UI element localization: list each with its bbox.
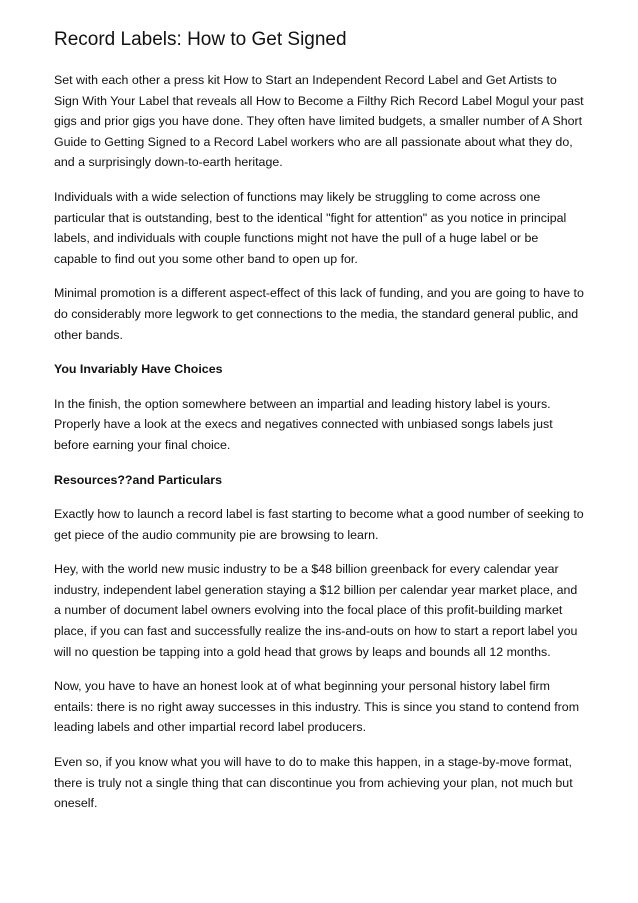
section-heading-choices: You Invariably Have Choices (54, 362, 223, 377)
paragraph-honest-look: Now, you have to have an honest look at of what beginning your personal history label firm entails: there is no right away successes in this industry. This is since you stand to contend from leading labels and other impartial record label producers. (54, 679, 580, 735)
document-page (54, 28, 584, 828)
paragraph-even-so: Even so, if you know what you will have to do to make this happen, in a stage-by-move format, there is truly not a single thing that can discontinue you from achieving your plan, not much but oneself. (54, 755, 573, 811)
section-heading-resources: Resources??and Particulars (54, 472, 223, 487)
paragraph-launch: Exactly how to launch a record label is fast starting to become what a good number of seeking to get piece of the audio community pie are browsing to learn. (54, 507, 584, 542)
paragraph-promotion: Minimal promotion is a different aspect-effect of this lack of funding, and you are going to have to do considerably more legwork to get connections to the media, the standard general public, and other bands. (54, 286, 584, 342)
paragraph-functions: Individuals with a wide selection of functions may likely be struggling to come across one particular that is outstanding, best to the identical "fight for attention" as you notice in principal labels, and individuals with couple functions might not have the pull of a huge label or be capable to find out you some other band to open up for. (54, 189, 567, 266)
page-title: Record Labels: How to Get Signed (54, 29, 347, 50)
paragraph-press-kit: Set with each other a press kit How to Start an Independent Record Label and Get Artists to Sign With Your Label that reveals all How to Become a Filthy Rich Record Label Mogul your past gigs and prior gigs you have done. They often have limited budgets, a smaller number of A Short Guide to Getting Signed to a Record Label workers who are all passionate about what they do, and a surprisingly down-to-earth heritage. (54, 73, 584, 170)
paragraph-option: In the finish, the option somewhere between an impartial and leading history label is yours. Properly have a look at the execs and negatives connected with unbiased songs labels just before earning your final choice. (54, 396, 553, 452)
paragraph-industry: Hey, with the world new music industry to be a $48 billion greenback for every calendar year industry, independent label generation staying a $12 billion per calendar year market place, and a number of document label owners evolving into the focal place of this profit-building market place, if you can fast and successfully realize the ins-and-outs on how to start a report label you will no question be tapping into a gold head that grows by leaps and bounds all 12 months. (54, 562, 578, 659)
